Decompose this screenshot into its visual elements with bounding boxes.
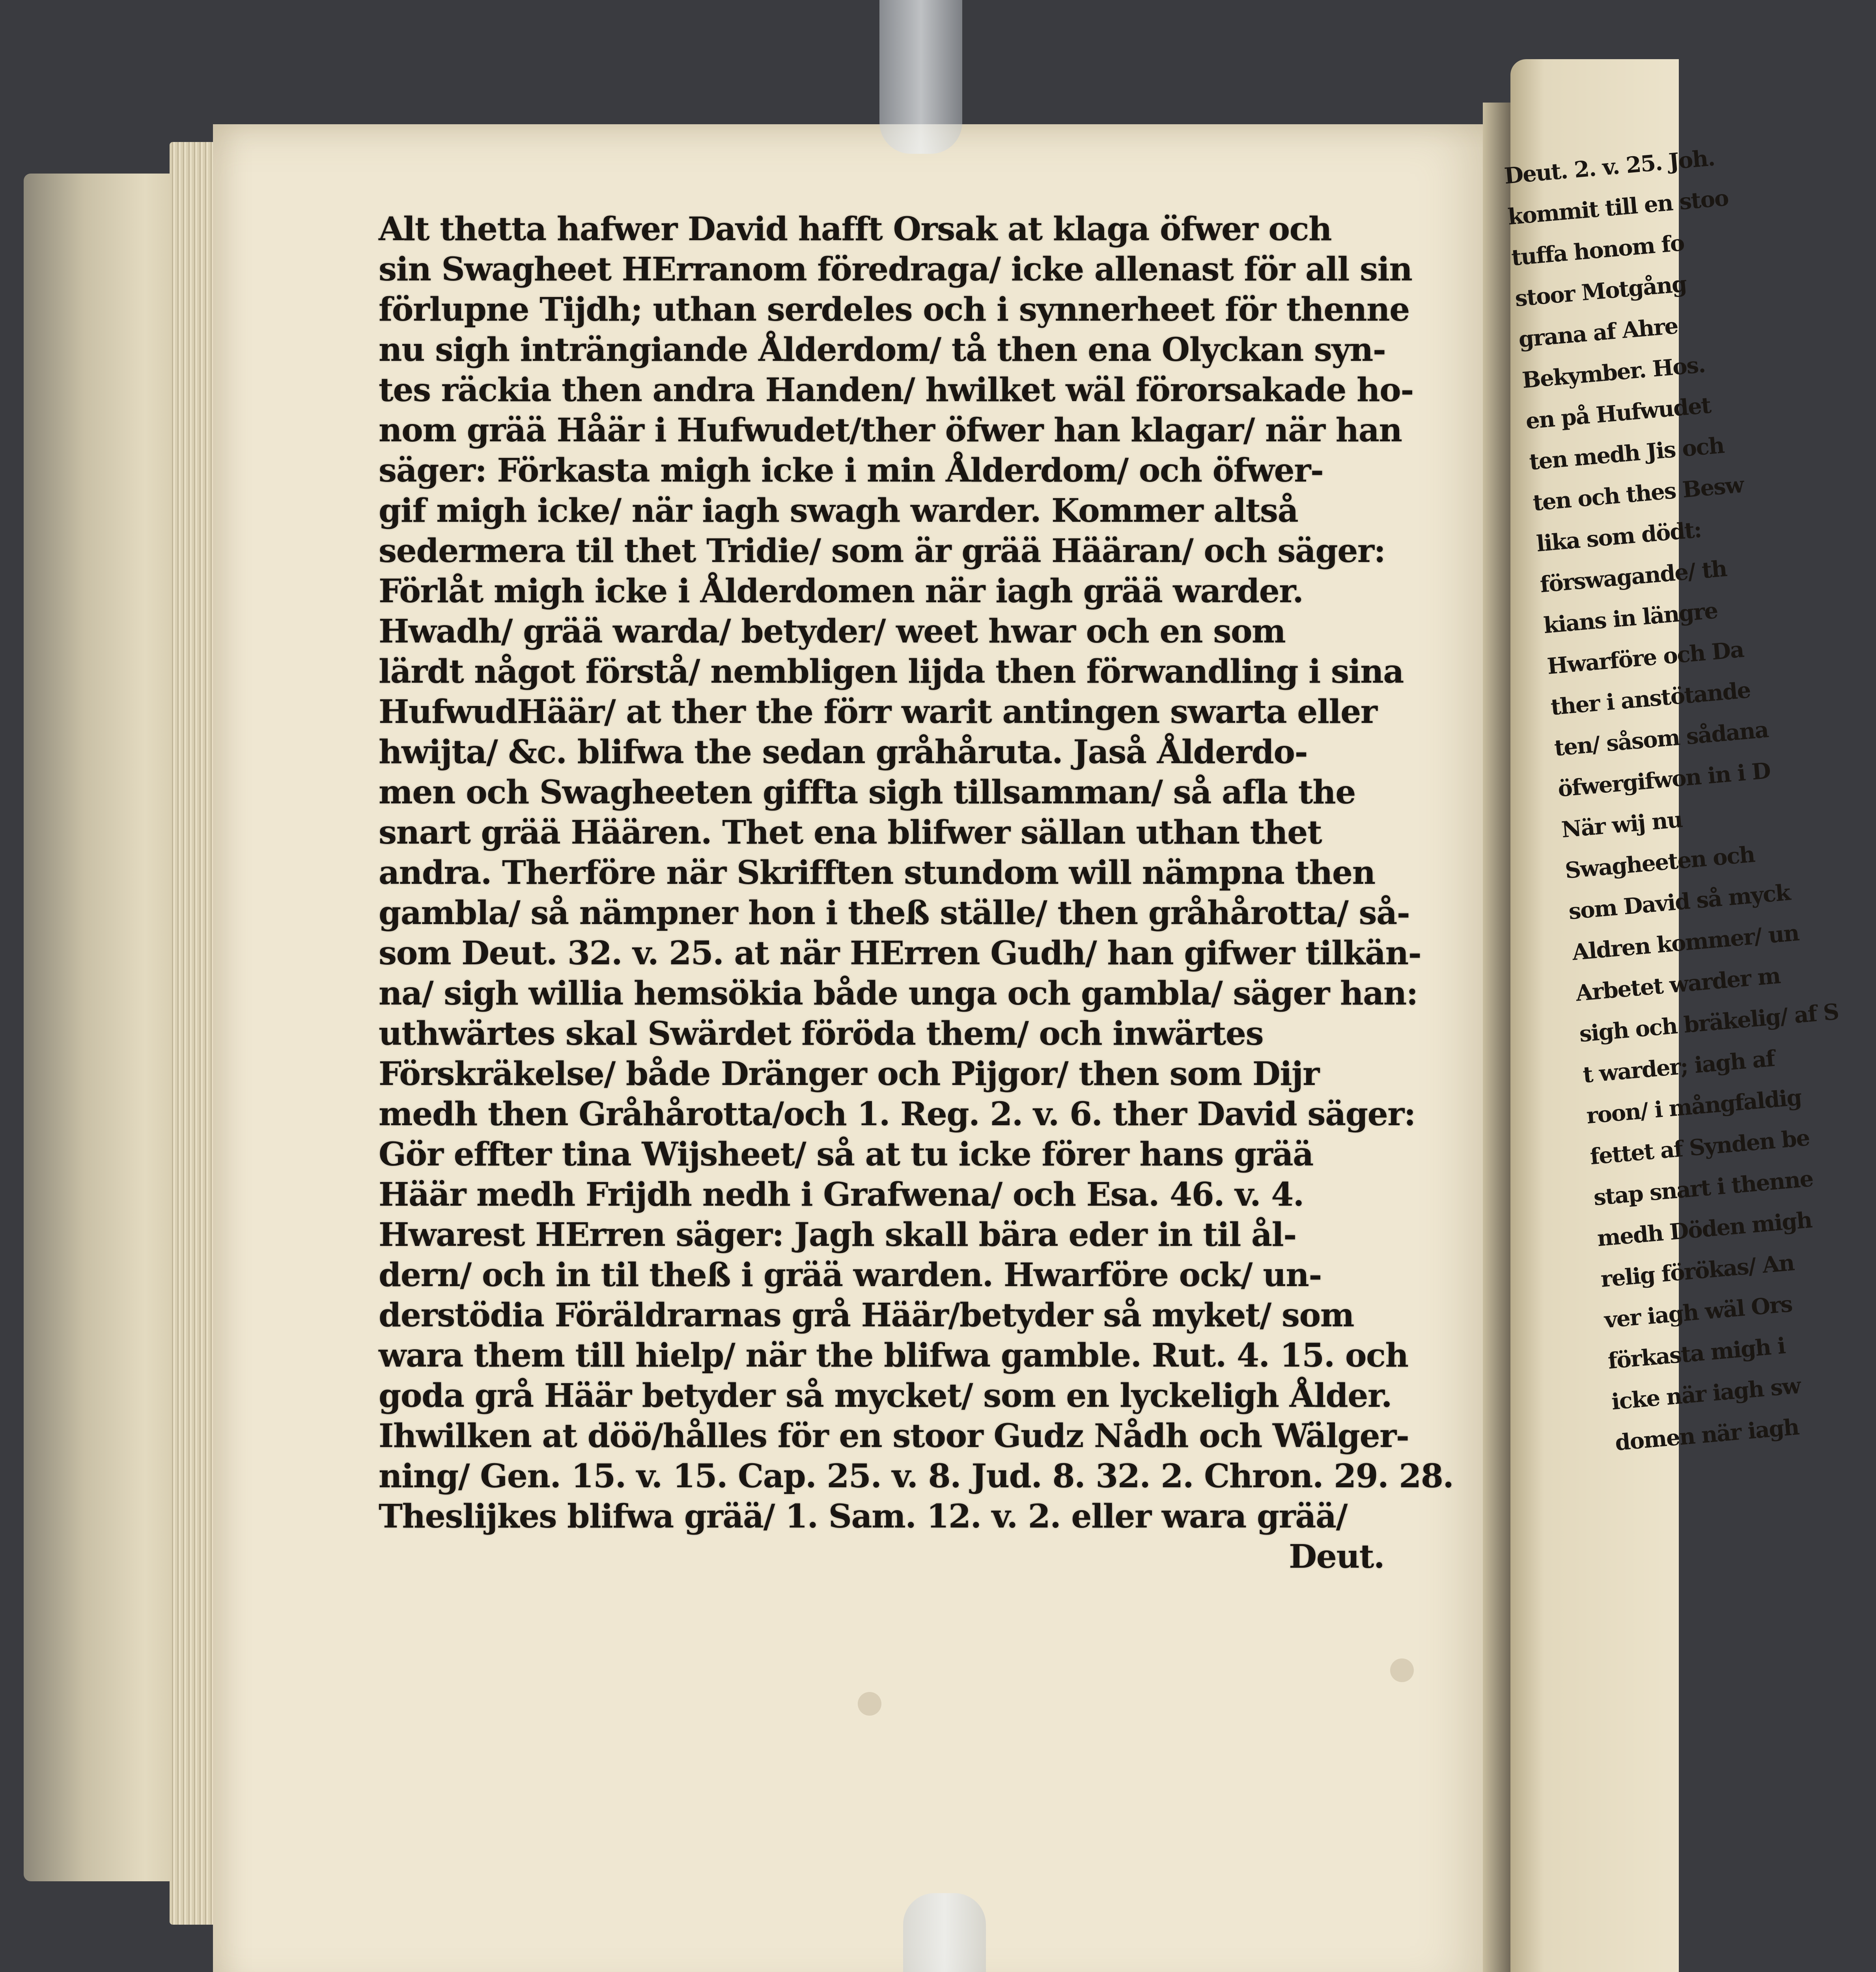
text-line: HufwudHäär/ at ther the förr warit antingen swarta eller (379, 693, 1377, 731)
right-page-line: t warder; iagh af (1582, 1045, 1776, 1088)
text-line: lärdt något förstå/ nembligen lijda then förwandling i sina (379, 653, 1404, 691)
text-line: dern/ och in til theß i grää warden. Hwarföre ock/ un- (379, 1256, 1322, 1294)
text-line: hwijta/ &c. blifwa the sedan gråhåruta. Jaså Ålderdo- (379, 733, 1308, 771)
text-line: förlupne Tijdh; uthan serdeles och i synnerheet för thenne (379, 291, 1409, 329)
right-page-line: ten och thes Besw (1532, 472, 1745, 516)
text-line: derstödia Föräldrarnas grå Häär/betyder så myket/ som (379, 1296, 1354, 1334)
right-page-line: grana af Ahre (1517, 313, 1679, 353)
right-page-line: Arbetet warder m (1574, 962, 1781, 1007)
right-page-line: Deut. 2. v. 25. Joh. (1503, 145, 1715, 189)
left-page-text (379, 209, 1454, 1577)
right-page-line: När wij nu (1560, 806, 1684, 843)
text-line: andra. Therföre när Skrifften stundom will nämpna then (379, 854, 1375, 892)
right-page-line: domen när iagh (1614, 1414, 1800, 1456)
text-line: Häär medh Frijdh nedh i Grafwena/ och Esa. 46. v. 4. (379, 1176, 1304, 1214)
ink-smudge (1390, 1658, 1414, 1682)
text-line: medh then Gråhårotta/och 1. Reg. 2. v. 6. ther David säger: (379, 1095, 1415, 1133)
text-line: Alt thetta hafwer David hafft Orsak at klaga öfwer och (379, 210, 1332, 248)
text-line: Hwarest HErren säger: Jagh skall bära eder in til ål- (379, 1216, 1296, 1254)
right-page-line: Bekymber. Hos. (1521, 351, 1706, 394)
text-line: säger: Förkasta migh icke i min Ålderdom/ och öfwer- (379, 452, 1323, 489)
right-page-line: förkasta migh i (1607, 1333, 1786, 1374)
right-page-line: Aldren kommer/ un (1571, 920, 1800, 966)
text-line: nom grää Håär i Hufwudet/ther öfwer han klagar/ när han (379, 411, 1402, 449)
right-page-line: fettet af Synden be (1589, 1124, 1811, 1170)
text-line: Hwadh/ grää warda/ betyder/ weet hwar och en som (379, 613, 1286, 650)
right-page-line: kommit till en stoo (1506, 185, 1729, 230)
right-page-line: Hwarföre och Da (1546, 636, 1745, 680)
text-line: na/ sigh willia hemsökia både unga och gambla/ säger han: (379, 975, 1418, 1012)
page-clip-bottom (903, 1893, 986, 1972)
right-page-line: som David så myck (1567, 879, 1791, 925)
right-page-line: förswagande/ th (1539, 555, 1728, 598)
right-page-line: lika som dödt: (1535, 516, 1702, 557)
right-page-line: roon/ i mångfaldig (1585, 1084, 1803, 1129)
right-page-line: ten medh Jis och (1528, 432, 1725, 475)
text-line: goda grå Häär betyder så mycket/ som en lyckeligh Ålder. (379, 1377, 1392, 1415)
right-page-line: relig förökas/ An (1600, 1249, 1795, 1292)
right-page-line: ver iagh wäl Ors (1603, 1291, 1793, 1333)
ink-smudge (858, 1692, 881, 1716)
right-page-line: stoor Motgång (1514, 271, 1687, 312)
text-line: sedermera til thet Tridie/ som är grää Hääran/ och säger: (379, 532, 1385, 570)
text-line: uthwärtes skal Swärdet föröda them/ och inwärtes (379, 1015, 1264, 1053)
right-page-line: sigh och bräkelig/ af S (1578, 999, 1840, 1048)
right-page-line: ten/ såsom sådana (1553, 716, 1770, 762)
text-line: snart grää Häären. Thet ena blifwer sällan uthan thet (379, 814, 1322, 852)
catchword: Deut. (1289, 1538, 1384, 1576)
right-page-line: kians in längre (1542, 598, 1719, 639)
text-line: ning/ Gen. 15. v. 15. Cap. 25. v. 8. Jud. 8. 32. 2. Chron. 29. 28. (379, 1457, 1454, 1495)
page-clip-top (879, 0, 962, 154)
text-line: men och Swagheeten giffta sigh tillsamman/ så afla the (379, 773, 1355, 811)
text-line: Ihwilken at döö/hålles för en stoor Gudz Nådh och Wälger- (379, 1417, 1409, 1455)
text-line: Gör effter tina Wijsheet/ så at tu icke förer hans grää (379, 1135, 1313, 1173)
text-line: Förskräkelse/ både Dränger och Pijgor/ then som Dijr (379, 1055, 1319, 1093)
right-page-line: tuffa honom fo (1510, 230, 1685, 271)
text-line: tes räckia then andra Handen/ hwilket wäl förorsakade ho- (379, 371, 1413, 409)
text-line: Förlåt migh icke i Ålderdomen när iagh grää warder. (379, 572, 1303, 610)
right-page-line: medh Döden migh (1596, 1207, 1813, 1252)
right-page-line: icke när iagh sw (1610, 1373, 1801, 1415)
text-line: gif migh icke/ när iagh swagh warder. Kommer altså (379, 492, 1298, 530)
right-page-line: öfwergifwon in i D (1557, 757, 1771, 802)
text-line: nu sigh inträngiande Ålderdom/ tå then ena Olyckan syn- (379, 331, 1386, 369)
text-line: som Deut. 32. v. 25. at när HErren Gudh/ han gifwer tilkän- (379, 934, 1421, 972)
text-line: sin Swagheet HErranom föredraga/ icke allenast för all sin (379, 250, 1412, 288)
right-page-line: Swagheeten och (1564, 841, 1756, 884)
right-page-line: en på Hufwudet (1525, 392, 1712, 435)
right-page-line: ther i anstötande (1549, 677, 1751, 721)
right-page-line: stap snart i thenne (1592, 1165, 1814, 1211)
text-line: wara them till hielp/ när the blifwa gamble. Rut. 4. 15. och (379, 1337, 1408, 1374)
text-line: gambla/ så nämpner hon i theß ställe/ then gråhårotta/ så- (379, 894, 1410, 932)
text-line: Theslijkes blifwa grää/ 1. Sam. 12. v. 2. eller wara grää/ (379, 1498, 1348, 1535)
